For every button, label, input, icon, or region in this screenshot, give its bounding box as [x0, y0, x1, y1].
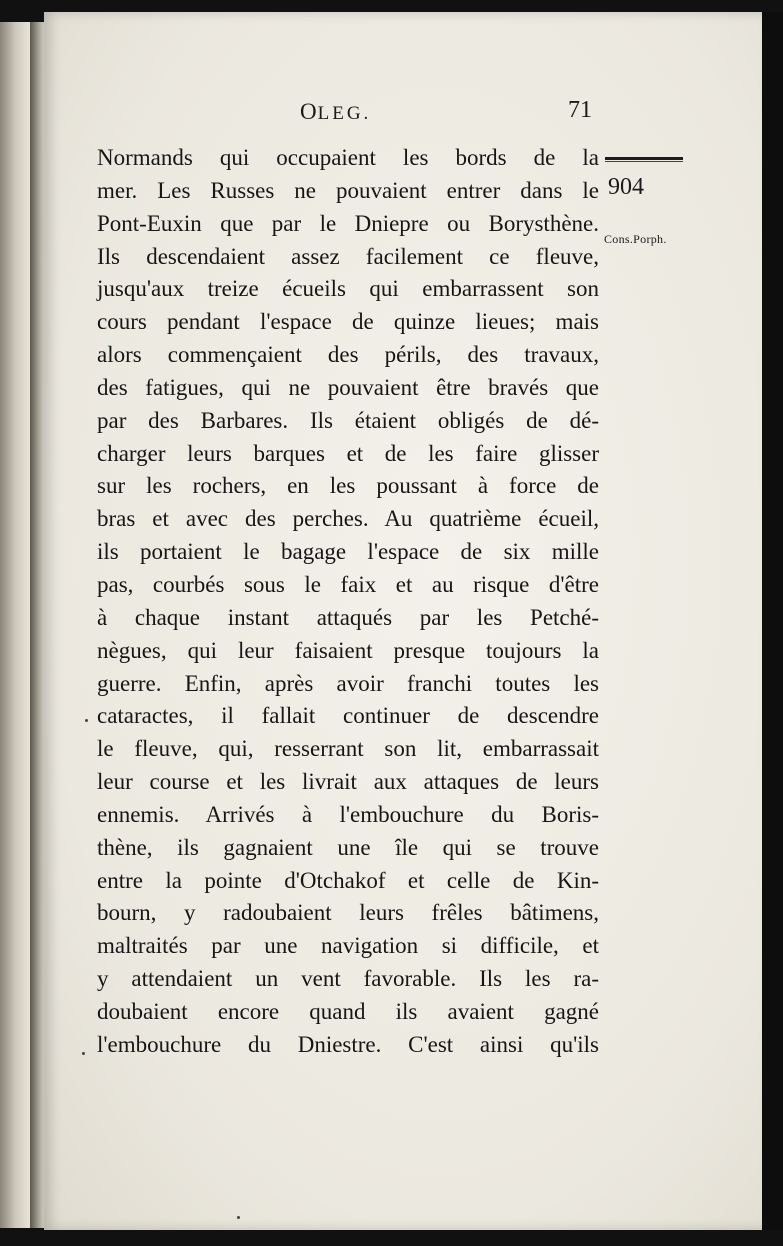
text-line: doubaient encore quand ils avaient gagné	[97, 998, 599, 1024]
text-line: cataractes, il fallait continuer de descendre	[97, 703, 599, 729]
text-line: alors commençaient des périls, des travaux,	[97, 342, 599, 368]
text-line: le fleuve, qui, resserrant son lit, embarrassait	[97, 736, 599, 762]
paper-speck	[85, 719, 88, 722]
margin-year: 904	[608, 174, 644, 200]
text-line: bras et avec des perches. Au quatrième écueil,	[97, 506, 599, 532]
text-line: Normands qui occupaient les bords de la	[97, 145, 599, 170]
text-line: ennemis. Arrivés à l'embouchure du Boris-	[97, 801, 599, 827]
text-line: Pont-Euxin que par le Dniepre ou Borysthène.	[97, 210, 599, 236]
text-line: cours pendant l'espace de quinze lieues; mais	[97, 309, 599, 335]
text-line: à chaque instant attaqués par les Petché-	[97, 604, 599, 630]
text-line: guerre. Enfin, après avoir franchi toutes les	[97, 670, 599, 696]
text-line: jusqu'aux treize écueils qui embarrassent son	[97, 276, 599, 302]
text-line: bourn, y radoubaient leurs frêles bâtimens,	[97, 900, 599, 926]
text-line: nègues, qui leur faisaient presque toujours la	[97, 637, 599, 663]
text-line: l'embouchure du Dniestre. C'est ainsi qu'ils	[97, 1031, 599, 1057]
text-line: y attendaient un vent favorable. Ils les ra-	[97, 966, 599, 992]
margin-source-note: Cons.Porph.	[604, 232, 667, 246]
page-number: 71	[568, 97, 592, 123]
running-head	[300, 99, 371, 125]
paper-speck	[82, 1052, 85, 1055]
text-line: par des Barbares. Ils étaient obligés de dé-	[97, 407, 599, 433]
text-line: entre la pointe d'Otchakof et celle de Kin-	[97, 867, 599, 893]
running-head-initial: O	[300, 99, 318, 124]
text-line: ils portaient le bagage l'espace de six mille	[97, 539, 599, 565]
text-line: thène, ils gagnaient une île qui se trouve	[97, 834, 599, 860]
text-line: maltraités par une navigation si difficile, et	[97, 933, 599, 959]
scan-background-edge	[762, 12, 783, 1230]
text-line: leur course et les livrait aux attaques de leurs	[97, 769, 599, 795]
text-line: pas, courbés sous le faix et au risque d'être	[97, 571, 599, 597]
paper-speck	[237, 1216, 240, 1219]
text-line: sur les rochers, en les poussant à force de	[97, 473, 599, 499]
body-text	[97, 142, 599, 1062]
text-line: des fatigues, qui ne pouvaient être bravés que	[97, 374, 599, 400]
text-line: charger leurs barques et de les faire glisser	[97, 440, 599, 466]
running-head-rest: LEG.	[317, 103, 372, 124]
text-line: mer. Les Russes ne pouvaient entrer dans le	[97, 177, 599, 203]
margin-rule	[605, 157, 683, 160]
text-line: Ils descendaient assez facilement ce fleuve,	[97, 243, 599, 269]
